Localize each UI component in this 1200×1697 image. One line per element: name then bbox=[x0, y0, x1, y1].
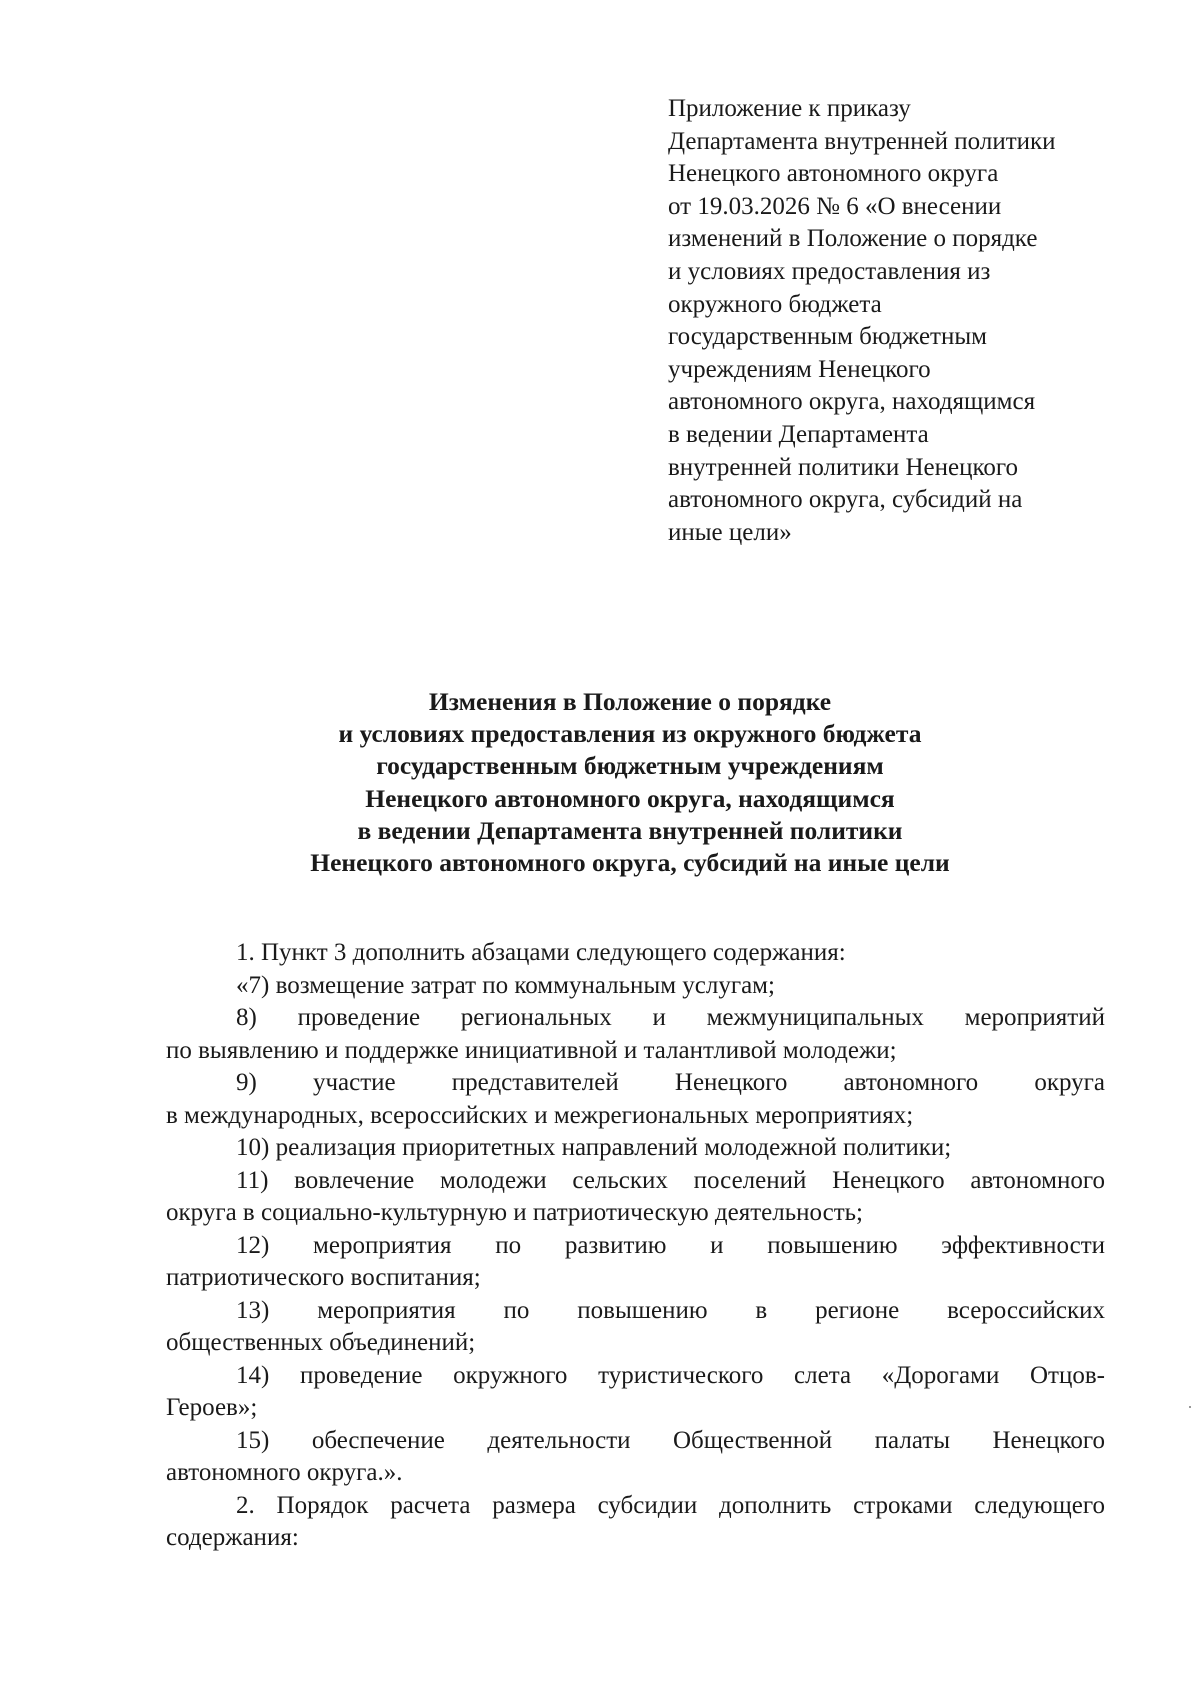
appendix-line: автономного округа, находящимся bbox=[668, 388, 1036, 416]
paragraph-line: 9) участие представителей Ненецкого автономного округа bbox=[236, 1069, 1105, 1096]
appendix-line: Приложение к приказу bbox=[668, 95, 911, 122]
title-line: и условиях предоставления из окружного бюджета bbox=[338, 719, 922, 749]
appendix-line: учреждениям Ненецкого bbox=[668, 355, 931, 383]
title-line: Ненецкого автономного округа, находящимся bbox=[365, 783, 895, 813]
paragraph-line: 2. Порядок расчета размера субсидии дополнить строками следующего bbox=[236, 1491, 1105, 1519]
paragraph-line: 10) реализация приоритетных направлений молодежной политики; bbox=[236, 1134, 952, 1161]
paragraph-line: автономного округа.». bbox=[166, 1459, 403, 1486]
paragraph-line: 13) мероприятия по повышению в регионе всероссийских bbox=[236, 1296, 1105, 1324]
paragraph-line: Героев»; bbox=[166, 1394, 258, 1421]
appendix-line: иные цели» bbox=[668, 518, 792, 546]
subitem-7 bbox=[166, 970, 1105, 1003]
paragraph-line: патриотического воспитания; bbox=[166, 1264, 481, 1291]
paragraph-line: 1. Пункт 3 дополнить абзацами следующего содержания: bbox=[236, 939, 846, 966]
appendix-line: и условиях предоставления из bbox=[668, 257, 991, 285]
paragraph-item-1 bbox=[166, 937, 1105, 970]
appendix-line: внутренней политики Ненецкого bbox=[668, 453, 1018, 481]
subitem-10 bbox=[166, 1132, 1105, 1165]
paragraph-line: 14) проведение окружного туристического слета «Дорогами Отцов- bbox=[236, 1361, 1105, 1389]
subitem-11 bbox=[166, 1165, 1105, 1230]
appendix-line: государственным бюджетным bbox=[668, 323, 987, 351]
paragraph-line: общественных объединений; bbox=[166, 1329, 476, 1356]
title-line: государственным бюджетным учреждениям bbox=[376, 751, 884, 781]
paragraph-line: в международных, всероссийских и межрегиональных мероприятиях; bbox=[166, 1101, 914, 1129]
subitem-14 bbox=[166, 1360, 1105, 1425]
title-line: Ненецкого автономного округа, субсидий на иные цели bbox=[310, 848, 950, 878]
paragraph-line: содержания: bbox=[166, 1524, 299, 1551]
subitem-15 bbox=[166, 1425, 1105, 1490]
title-line: в ведении Департамента внутренней политики bbox=[357, 815, 903, 845]
appendix-line: автономного округа, субсидий на bbox=[668, 486, 1023, 514]
paragraph-line: 15) обеспечение деятельности Общественной палаты Ненецкого bbox=[236, 1426, 1105, 1454]
appendix-header bbox=[668, 93, 1138, 549]
subitem-9 bbox=[166, 1067, 1105, 1132]
appendix-line: в ведении Департамента bbox=[668, 420, 929, 448]
paragraph-line: 12) мероприятия по развитию и повышению эффективности bbox=[236, 1231, 1105, 1259]
paragraph-line: 11) вовлечение молодежи сельских поселений Ненецкого автономного bbox=[236, 1166, 1105, 1194]
appendix-line: от 19.03.2026 № 6 «О внесении bbox=[668, 192, 1002, 220]
subitem-12 bbox=[166, 1230, 1105, 1295]
paragraph-line: округа в социально-культурную и патриотическую деятельность; bbox=[166, 1199, 863, 1226]
paragraph-line: по выявлению и поддержке инициативной и талантливой молодежи; bbox=[166, 1036, 897, 1064]
appendix-line: изменений в Положение о порядке bbox=[668, 225, 1038, 253]
document-body bbox=[166, 937, 1105, 1555]
subitem-13 bbox=[166, 1295, 1105, 1360]
paragraph-line: «7) возмещение затрат по коммунальным услугам; bbox=[236, 971, 775, 999]
title-line: Изменения в Положение о порядке bbox=[428, 687, 832, 716]
scan-speck bbox=[1189, 1406, 1191, 1408]
paragraph-line: 8) проведение региональных и межмуниципальных мероприятий bbox=[236, 1004, 1105, 1031]
paragraph-item-2 bbox=[166, 1490, 1105, 1555]
appendix-line: Департамента внутренней политики bbox=[668, 127, 1056, 155]
subitem-8 bbox=[166, 1002, 1105, 1067]
document-title bbox=[150, 686, 1110, 879]
appendix-line: Ненецкого автономного округа bbox=[668, 160, 999, 188]
appendix-line: окружного бюджета bbox=[668, 290, 882, 318]
